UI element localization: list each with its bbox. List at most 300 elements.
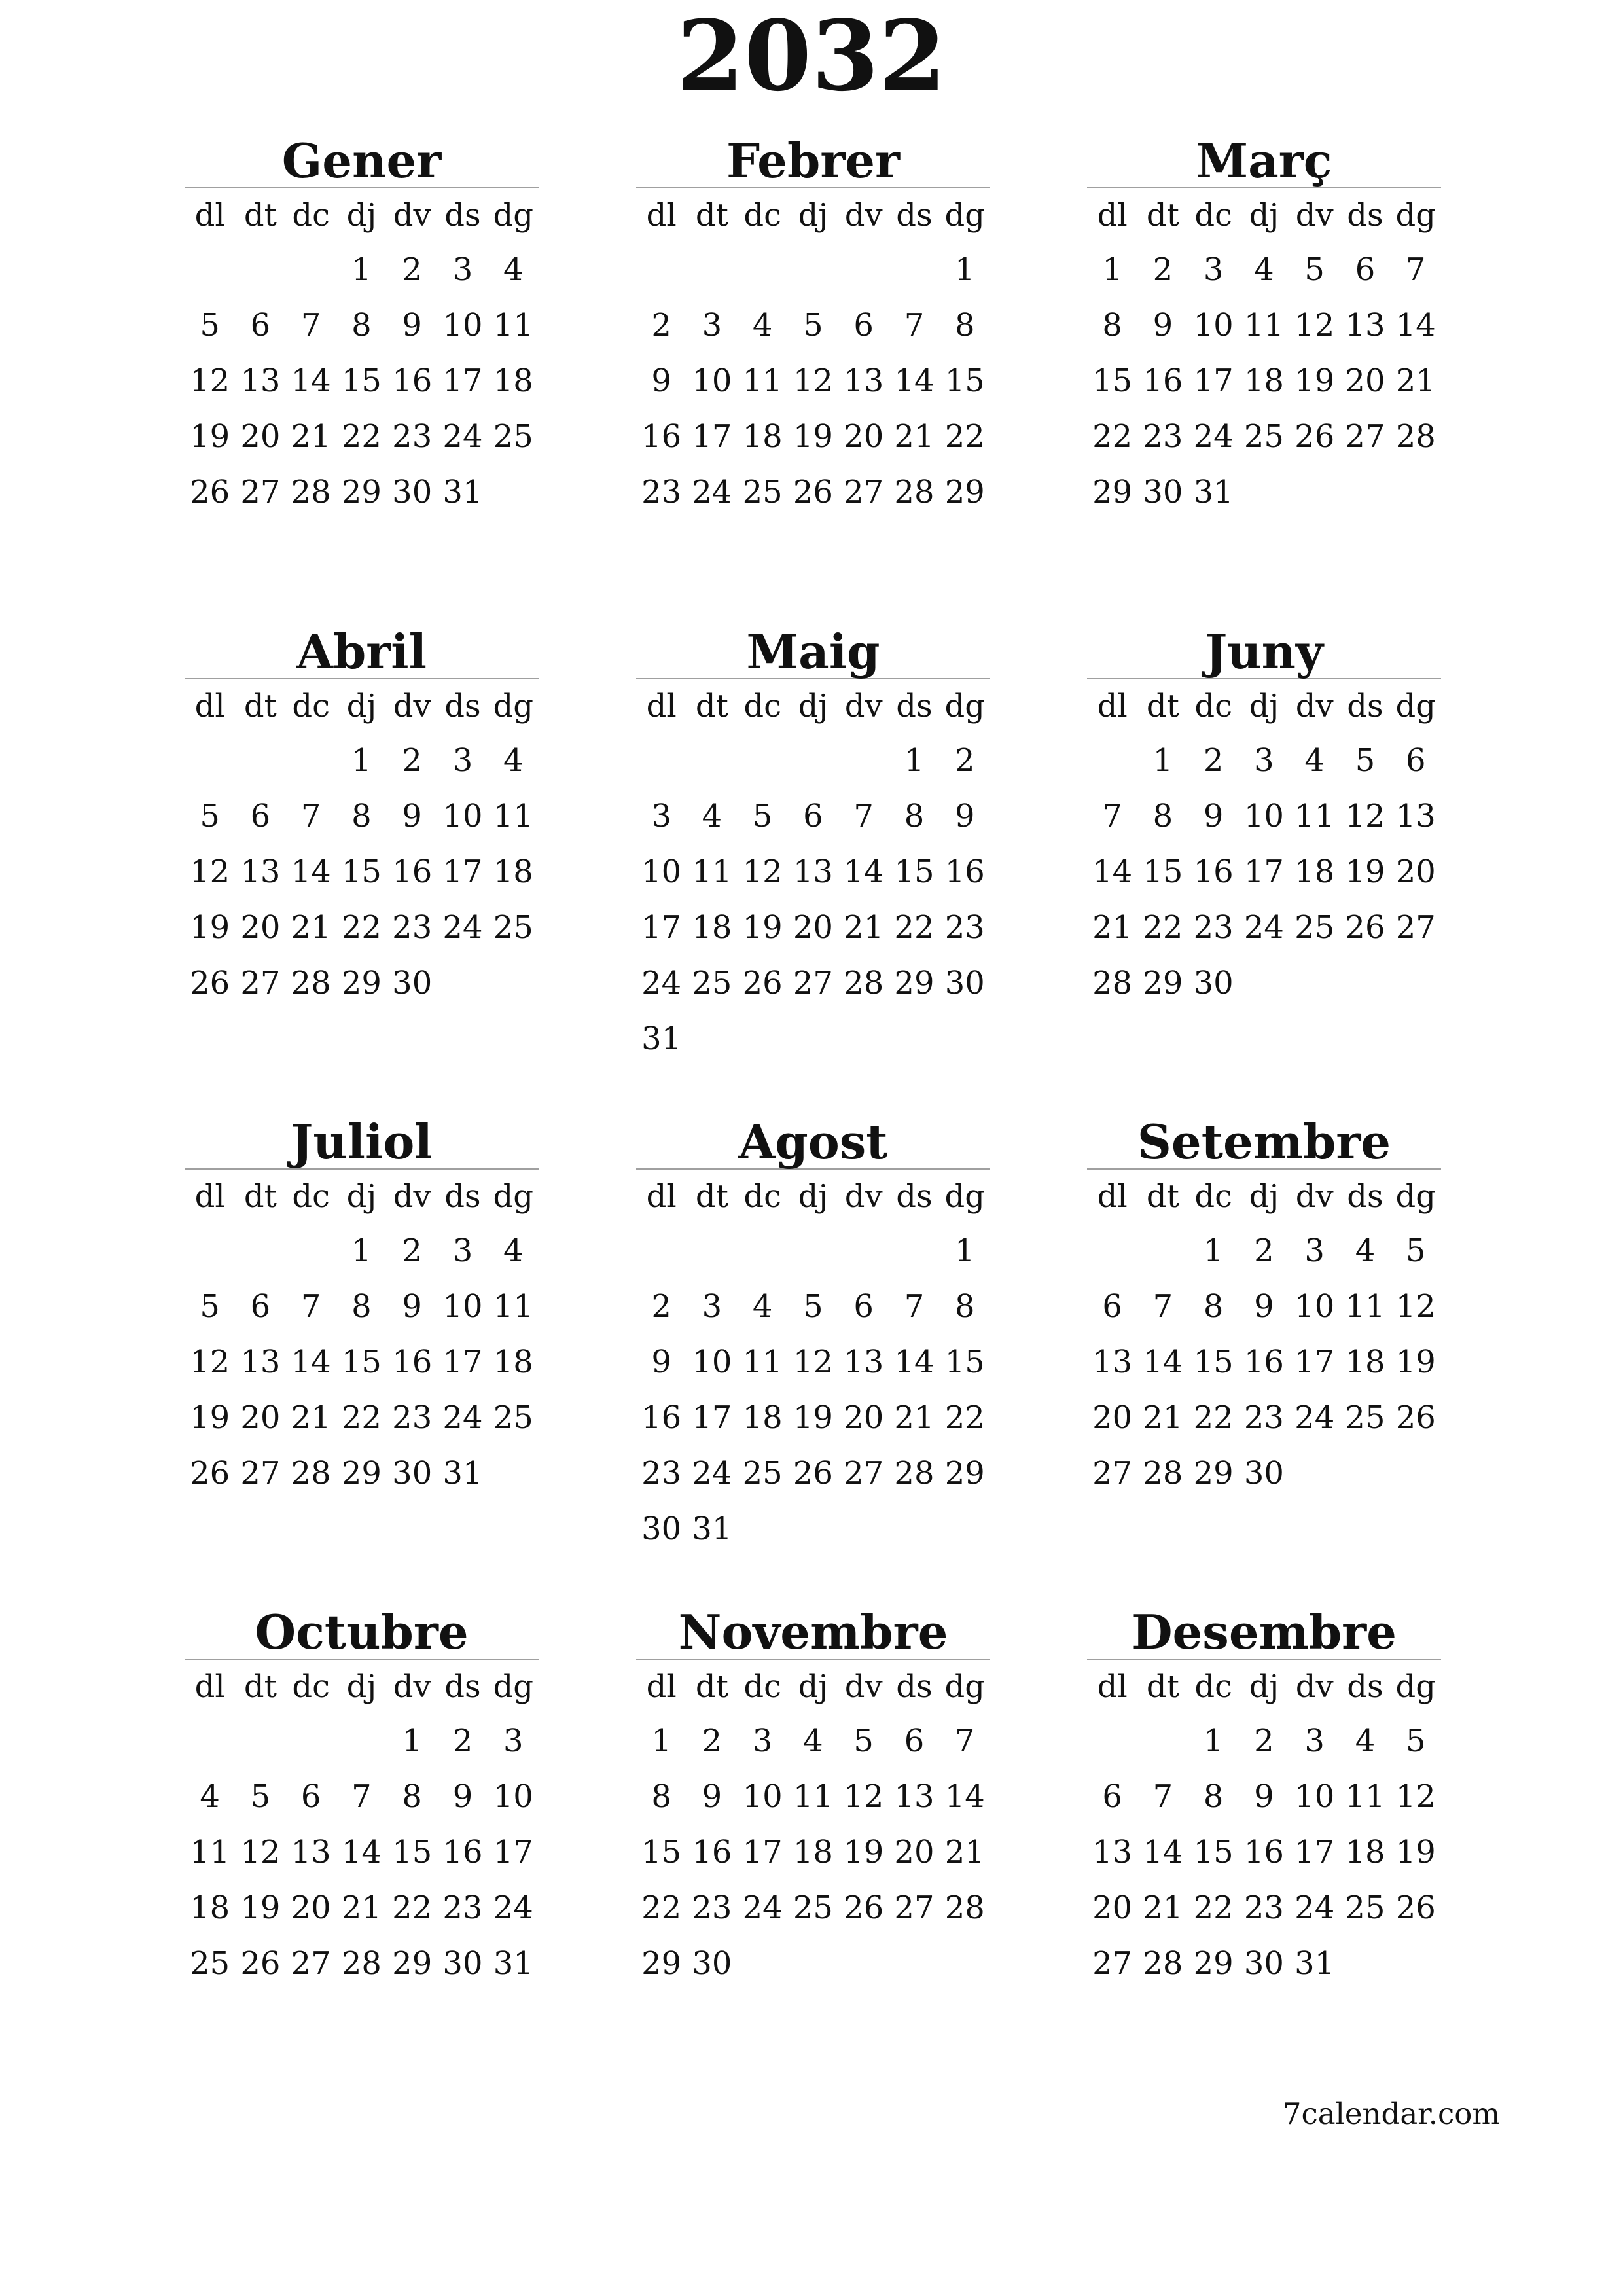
day-cell: 22 — [392, 1890, 433, 1926]
weekday-label: dg — [493, 1668, 533, 1705]
day-cell: 5 — [803, 307, 823, 344]
day-cell: 10 — [1243, 798, 1284, 834]
weekday-label: dg — [1395, 688, 1436, 725]
day-cell: 24 — [442, 1399, 483, 1436]
week-row — [636, 353, 990, 409]
day-cell: 22 — [1193, 1890, 1234, 1926]
weekday-label: dj — [1249, 688, 1279, 725]
empty-day-cell — [687, 1223, 737, 1279]
day-cell: 27 — [291, 1945, 331, 1982]
day-cell: 26 — [793, 1455, 833, 1492]
day-cell: 25 — [493, 909, 533, 946]
day-cell: 7 — [1152, 1778, 1173, 1815]
day-cell: 4 — [503, 1232, 524, 1269]
day-cell: 2 — [1203, 742, 1224, 779]
day-cell: 7 — [1405, 251, 1426, 288]
day-cell: 25 — [692, 965, 732, 1001]
day-cell: 21 — [894, 418, 935, 455]
day-cell: 22 — [341, 1399, 382, 1436]
day-cell: 7 — [300, 307, 321, 344]
day-cell: 9 — [651, 1344, 671, 1380]
empty-day-cell — [788, 242, 838, 298]
day-cell: 11 — [742, 363, 783, 399]
day-cell: 25 — [493, 1399, 533, 1436]
day-cell: 26 — [742, 965, 783, 1001]
empty-day-cell — [185, 1713, 235, 1769]
day-cell: 6 — [250, 307, 271, 344]
day-cell: 16 — [641, 1399, 682, 1436]
day-cell: 11 — [493, 798, 533, 834]
day-cell: 5 — [1405, 1232, 1426, 1269]
day-cell: 13 — [1395, 798, 1436, 834]
empty-day-cell — [185, 733, 235, 789]
empty-day-cell — [235, 242, 285, 298]
day-cell: 9 — [702, 1778, 722, 1815]
day-cell: 17 — [493, 1834, 533, 1871]
day-cell: 12 — [190, 363, 230, 399]
empty-day-cell — [185, 1223, 235, 1279]
week-row — [636, 956, 990, 1011]
day-cell: 30 — [641, 1511, 682, 1547]
day-cell: 26 — [1345, 909, 1385, 946]
week-row — [1087, 242, 1441, 298]
weekday-header — [636, 188, 990, 242]
empty-day-cell — [738, 242, 788, 298]
weekday-label: dv — [1295, 197, 1334, 234]
day-cell: 17 — [442, 1344, 483, 1380]
empty-day-cell — [1340, 1446, 1390, 1501]
day-cell: 6 — [250, 798, 271, 834]
day-cell: 2 — [402, 742, 422, 779]
day-cell: 21 — [1092, 909, 1133, 946]
day-cell: 31 — [442, 1455, 483, 1492]
day-cell: 30 — [1243, 1945, 1284, 1982]
empty-day-cell — [286, 1713, 336, 1769]
weekday-label: dc — [292, 1178, 330, 1215]
day-cell: 8 — [954, 1288, 975, 1325]
weekday-label: dg — [493, 197, 533, 234]
day-cell: 14 — [1143, 1834, 1183, 1871]
weekday-header — [185, 1170, 539, 1223]
weekday-label: dg — [1395, 1178, 1436, 1215]
weekday-label: dj — [798, 197, 829, 234]
weekday-label: dg — [1395, 197, 1436, 234]
day-cell: 26 — [190, 1455, 230, 1492]
empty-day-cell — [437, 956, 488, 1011]
empty-day-cell — [235, 733, 285, 789]
empty-day-cell — [738, 1501, 788, 1557]
day-cell: 22 — [641, 1890, 682, 1926]
day-cell: 11 — [692, 853, 732, 890]
day-cell: 8 — [351, 307, 372, 344]
weekday-label: dl — [646, 688, 677, 725]
week-row — [636, 465, 990, 520]
day-cell: 5 — [803, 1288, 823, 1325]
month-block — [185, 128, 539, 520]
day-cell: 28 — [291, 965, 331, 1001]
week-row — [185, 733, 539, 789]
empty-day-cell — [687, 1011, 737, 1067]
day-cell: 30 — [692, 1945, 732, 1982]
month-name: Juliol — [185, 1109, 539, 1170]
day-cell: 13 — [1345, 307, 1385, 344]
day-cell: 10 — [493, 1778, 533, 1815]
week-row — [636, 1713, 990, 1769]
day-cell: 20 — [1092, 1890, 1133, 1926]
day-cell: 8 — [402, 1778, 422, 1815]
day-cell: 22 — [944, 418, 985, 455]
empty-day-cell — [636, 242, 687, 298]
day-cell: 17 — [742, 1834, 783, 1871]
day-cell: 13 — [291, 1834, 331, 1871]
day-cell: 5 — [1355, 742, 1376, 779]
day-cell: 17 — [1294, 1344, 1335, 1380]
day-cell: 31 — [493, 1945, 533, 1982]
week-row — [1087, 353, 1441, 409]
day-cell: 16 — [392, 363, 433, 399]
day-cell: 27 — [793, 965, 833, 1001]
week-row — [636, 242, 990, 298]
day-cell: 17 — [692, 418, 732, 455]
day-cell: 16 — [392, 1344, 433, 1380]
week-row — [185, 1769, 539, 1825]
weekday-label: dc — [743, 1178, 781, 1215]
week-row — [185, 844, 539, 900]
day-cell: 12 — [793, 363, 833, 399]
day-cell: 28 — [844, 965, 884, 1001]
day-cell: 19 — [240, 1890, 281, 1926]
weekday-label: dg — [944, 1668, 985, 1705]
weekday-label: dv — [1295, 688, 1334, 725]
empty-day-cell — [636, 1223, 687, 1279]
week-row — [636, 1825, 990, 1880]
weekday-label: dt — [695, 197, 728, 234]
day-cell: 24 — [1193, 418, 1234, 455]
day-cell: 9 — [402, 307, 422, 344]
weekday-label: dc — [292, 197, 330, 234]
weekday-label: dl — [646, 1178, 677, 1215]
day-cell: 20 — [844, 418, 884, 455]
day-cell: 19 — [793, 1399, 833, 1436]
week-row — [1087, 1446, 1441, 1501]
day-cell: 6 — [853, 1288, 874, 1325]
day-cell: 15 — [1143, 853, 1183, 890]
day-cell: 20 — [240, 418, 281, 455]
day-cell: 12 — [240, 1834, 281, 1871]
day-cell: 4 — [503, 251, 524, 288]
week-row — [185, 789, 539, 844]
weekday-label: ds — [444, 1668, 481, 1705]
weekday-label: dj — [798, 1668, 829, 1705]
month-block — [636, 619, 990, 1067]
week-row — [185, 298, 539, 353]
week-row — [636, 733, 990, 789]
weekday-label: dc — [1194, 1668, 1232, 1705]
empty-day-cell — [838, 1223, 889, 1279]
day-cell: 17 — [1294, 1834, 1335, 1871]
week-row — [1087, 733, 1441, 789]
day-cell: 11 — [493, 307, 533, 344]
week-row — [185, 1446, 539, 1501]
day-cell: 10 — [442, 798, 483, 834]
empty-day-cell — [1087, 733, 1137, 789]
weekday-label: ds — [444, 688, 481, 725]
day-cell: 17 — [1243, 853, 1284, 890]
weekday-label: ds — [896, 1178, 933, 1215]
day-cell: 4 — [752, 307, 773, 344]
day-cell: 7 — [1152, 1288, 1173, 1325]
day-cell: 24 — [692, 1455, 732, 1492]
weekday-label: dg — [944, 197, 985, 234]
weekday-label: dl — [646, 197, 677, 234]
day-cell: 24 — [1294, 1399, 1335, 1436]
day-cell: 21 — [1395, 363, 1436, 399]
day-cell: 25 — [1294, 909, 1335, 946]
day-cell: 16 — [1243, 1344, 1284, 1380]
day-cell: 1 — [351, 742, 372, 779]
weekday-label: dj — [346, 688, 377, 725]
day-cell: 16 — [392, 853, 433, 890]
week-row — [636, 1390, 990, 1446]
day-cell: 17 — [692, 1399, 732, 1436]
day-cell: 14 — [1143, 1344, 1183, 1380]
week-row — [636, 298, 990, 353]
day-cell: 5 — [1405, 1723, 1426, 1759]
day-cell: 5 — [752, 798, 773, 834]
empty-day-cell — [838, 1501, 889, 1557]
weekday-label: dv — [393, 1178, 431, 1215]
weekday-label: dt — [243, 688, 277, 725]
weekday-label: dt — [1146, 688, 1179, 725]
empty-day-cell — [1340, 465, 1390, 520]
weekday-label: dc — [743, 1668, 781, 1705]
day-cell: 12 — [1345, 798, 1385, 834]
day-cell: 22 — [1143, 909, 1183, 946]
empty-day-cell — [1239, 465, 1289, 520]
day-cell: 5 — [200, 307, 220, 344]
day-cell: 4 — [752, 1288, 773, 1325]
weekday-header — [636, 1170, 990, 1223]
day-cell: 26 — [240, 1945, 281, 1982]
day-cell: 8 — [651, 1778, 671, 1815]
empty-day-cell — [940, 1936, 990, 1992]
day-cell: 2 — [452, 1723, 473, 1759]
day-cell: 21 — [1143, 1399, 1183, 1436]
empty-day-cell — [889, 1936, 939, 1992]
day-cell: 29 — [641, 1945, 682, 1982]
day-cell: 19 — [190, 418, 230, 455]
month-block — [185, 1109, 539, 1501]
week-row — [185, 1223, 539, 1279]
day-cell: 21 — [894, 1399, 935, 1436]
day-cell: 30 — [1243, 1455, 1284, 1492]
day-cell: 29 — [341, 474, 382, 511]
day-cell: 25 — [493, 418, 533, 455]
day-cell: 16 — [1143, 363, 1183, 399]
day-cell: 14 — [844, 853, 884, 890]
day-cell: 23 — [641, 1455, 682, 1492]
weekday-label: dj — [346, 1178, 377, 1215]
day-cell: 27 — [240, 474, 281, 511]
day-cell: 21 — [291, 909, 331, 946]
day-cell: 3 — [503, 1723, 524, 1759]
day-cell: 6 — [1102, 1288, 1122, 1325]
day-cell: 31 — [641, 1020, 682, 1057]
month-name: Agost — [636, 1109, 990, 1170]
day-cell: 7 — [904, 307, 925, 344]
day-cell: 26 — [1294, 418, 1335, 455]
weekday-label: dl — [1097, 688, 1128, 725]
day-cell: 20 — [844, 1399, 884, 1436]
day-cell: 21 — [291, 418, 331, 455]
day-cell: 1 — [1102, 251, 1122, 288]
week-row — [1087, 1713, 1441, 1769]
day-cell: 4 — [503, 742, 524, 779]
day-cell: 24 — [442, 418, 483, 455]
empty-day-cell — [940, 1011, 990, 1067]
day-cell: 15 — [944, 363, 985, 399]
weekday-label: dl — [194, 197, 225, 234]
day-cell: 12 — [844, 1778, 884, 1815]
day-cell: 14 — [341, 1834, 382, 1871]
week-row — [185, 1825, 539, 1880]
day-cell: 12 — [1395, 1288, 1436, 1325]
empty-day-cell — [838, 1936, 889, 1992]
week-row — [1087, 1880, 1441, 1936]
day-cell: 16 — [1193, 853, 1234, 890]
empty-day-cell — [1087, 1713, 1137, 1769]
empty-day-cell — [336, 1713, 387, 1769]
day-cell: 31 — [692, 1511, 732, 1547]
weekday-label: dj — [346, 1668, 377, 1705]
week-row — [636, 409, 990, 465]
day-cell: 5 — [853, 1723, 874, 1759]
day-cell: 21 — [844, 909, 884, 946]
day-cell: 6 — [250, 1288, 271, 1325]
day-cell: 26 — [1395, 1890, 1436, 1926]
weekday-label: dl — [1097, 1178, 1128, 1215]
day-cell: 11 — [1243, 307, 1284, 344]
week-row — [1087, 409, 1441, 465]
week-row — [636, 1011, 990, 1067]
day-cell: 29 — [1193, 1945, 1234, 1982]
day-cell: 23 — [1243, 1399, 1284, 1436]
day-cell: 9 — [1152, 307, 1173, 344]
day-cell: 2 — [1152, 251, 1173, 288]
empty-day-cell — [1137, 1223, 1188, 1279]
day-cell: 3 — [452, 1232, 473, 1269]
day-cell: 24 — [641, 965, 682, 1001]
day-cell: 23 — [392, 1399, 433, 1436]
day-cell: 8 — [1203, 1778, 1224, 1815]
weekday-label: dv — [844, 1178, 883, 1215]
day-cell: 1 — [351, 1232, 372, 1269]
weekday-header — [185, 679, 539, 733]
day-cell: 7 — [954, 1723, 975, 1759]
empty-day-cell — [488, 465, 539, 520]
day-cell: 19 — [1294, 363, 1335, 399]
weekday-label: dv — [1295, 1178, 1334, 1215]
weekday-label: ds — [1347, 1668, 1383, 1705]
day-cell: 9 — [402, 798, 422, 834]
day-cell: 2 — [702, 1723, 722, 1759]
day-cell: 21 — [341, 1890, 382, 1926]
weekday-label: dv — [844, 688, 883, 725]
weekday-label: ds — [444, 197, 481, 234]
empty-day-cell — [889, 242, 939, 298]
day-cell: 20 — [1092, 1399, 1133, 1436]
empty-day-cell — [1391, 1446, 1441, 1501]
day-cell: 8 — [351, 1288, 372, 1325]
month-name: Setembre — [1087, 1109, 1441, 1170]
day-cell: 7 — [300, 1288, 321, 1325]
day-cell: 7 — [853, 798, 874, 834]
week-row — [185, 1390, 539, 1446]
day-cell: 4 — [1355, 1232, 1376, 1269]
weekday-label: dv — [393, 1668, 431, 1705]
day-cell: 1 — [402, 1723, 422, 1759]
day-cell: 8 — [1152, 798, 1173, 834]
weekday-label: ds — [1347, 197, 1383, 234]
empty-day-cell — [687, 242, 737, 298]
day-cell: 23 — [392, 418, 433, 455]
empty-day-cell — [738, 733, 788, 789]
day-cell: 14 — [291, 1344, 331, 1380]
month-block — [1087, 619, 1441, 1011]
month-name: Gener — [185, 128, 539, 188]
day-cell: 1 — [1152, 742, 1173, 779]
weekday-label: dt — [695, 1178, 728, 1215]
week-row — [1087, 1769, 1441, 1825]
day-cell: 22 — [341, 909, 382, 946]
day-cell: 9 — [651, 363, 671, 399]
day-cell: 23 — [944, 909, 985, 946]
day-cell: 29 — [392, 1945, 433, 1982]
day-cell: 11 — [742, 1344, 783, 1380]
day-cell: 14 — [1092, 853, 1133, 890]
day-cell: 19 — [1395, 1344, 1436, 1380]
weekday-label: dc — [1194, 1178, 1232, 1215]
weekday-header — [1087, 1170, 1441, 1223]
empty-day-cell — [1391, 956, 1441, 1011]
day-cell: 15 — [392, 1834, 433, 1871]
day-cell: 11 — [493, 1288, 533, 1325]
day-cell: 2 — [651, 1288, 671, 1325]
day-cell: 9 — [402, 1288, 422, 1325]
weekday-label: dj — [798, 1178, 829, 1215]
day-cell: 17 — [442, 853, 483, 890]
day-cell: 28 — [1395, 418, 1436, 455]
day-cell: 25 — [190, 1945, 230, 1982]
day-cell: 25 — [1243, 418, 1284, 455]
week-row — [185, 465, 539, 520]
empty-day-cell — [286, 1223, 336, 1279]
month-block — [636, 128, 990, 520]
day-cell: 23 — [442, 1890, 483, 1926]
day-cell: 19 — [742, 909, 783, 946]
week-row — [1087, 789, 1441, 844]
day-cell: 28 — [341, 1945, 382, 1982]
day-cell: 23 — [692, 1890, 732, 1926]
empty-day-cell — [488, 956, 539, 1011]
week-row — [185, 900, 539, 956]
weekday-header — [185, 1660, 539, 1713]
day-cell: 2 — [402, 1232, 422, 1269]
week-row — [636, 1501, 990, 1557]
day-cell: 9 — [452, 1778, 473, 1815]
day-cell: 8 — [904, 798, 925, 834]
day-cell: 8 — [351, 798, 372, 834]
